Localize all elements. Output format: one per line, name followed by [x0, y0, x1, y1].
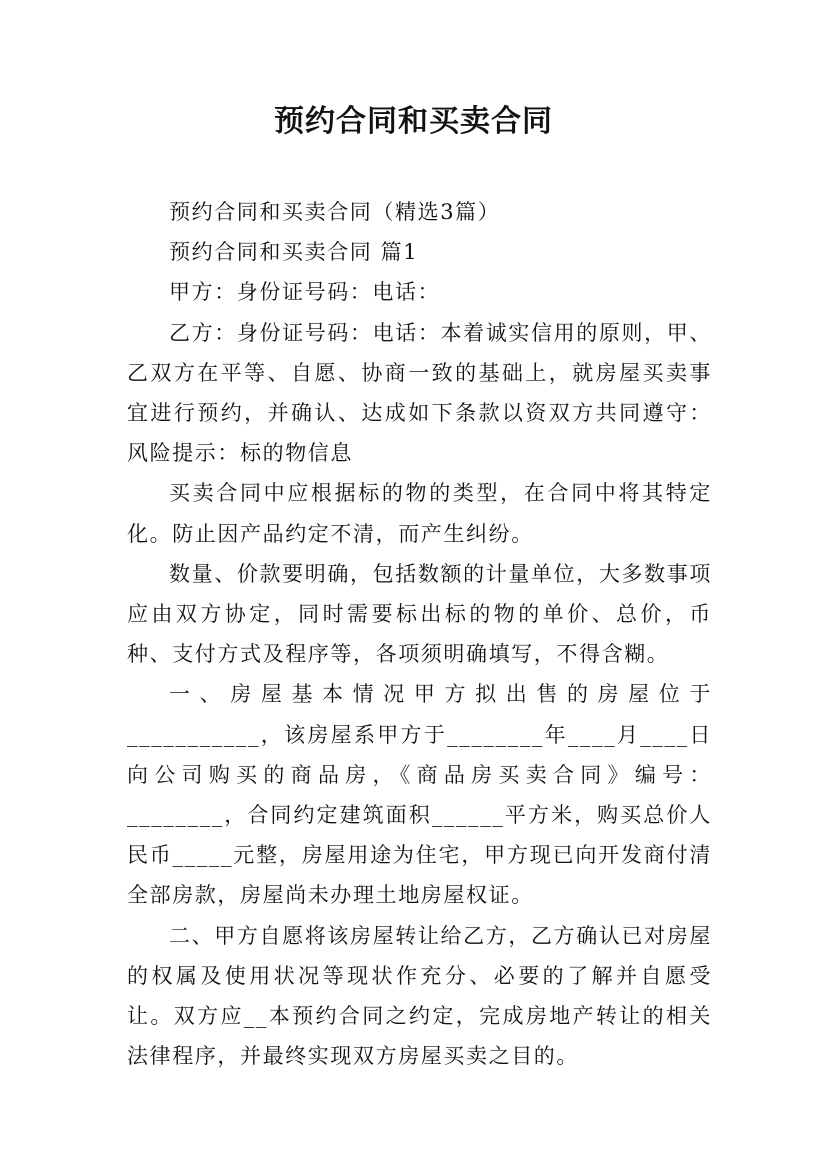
paragraph-quantity-price: 数量、价款要明确，包括数额的计量单位，大多数事项应由双方协定，同时需要标出标的物的单价、总价，币种、支付方式及程序等，各项须明确填写，不得含糊。	[127, 561, 712, 667]
paragraph-section-heading: 预约合同和买卖合同 篇1	[169, 240, 419, 265]
paragraph-subject-matter: 买卖合同中应根据标的物的类型，在合同中将其特定化。防止因产品约定不清，而产生纠纷。	[127, 481, 712, 546]
paragraph-party-b: 乙方：身份证号码：电话：本着诚实信用的原则，甲、乙双方在平等、自愿、协商一致的基础上，就房屋买卖事宜进行预约，并确认、达成如下条款以资双方共同遵守：风险提示：标的物信息	[127, 320, 712, 466]
paragraph-clause-2: 二、甲方自愿将该房屋转让给乙方，乙方确认已对房屋的权属及使用状况等现状作充分、必要的了解并自愿受让。双方应__本预约合同之约定，完成房地产转让的相关法律程序，并最终实现双方房屋买卖之目的。	[127, 923, 712, 1069]
paragraph-clause-1: 一、房屋基本情况甲方拟出售的房屋位于___________，该房屋系甲方于________年____月____日向公司购买的商品房，《商品房买卖合同》编号：________，合同约定建筑面积______平方米，购买总价人民币_____元整，房屋用途为住宅，甲方现已向开发商付清全部房款，房屋尚未办理土地房屋权证。	[127, 682, 712, 908]
paragraph-subtitle: 预约合同和买卖合同（精选3篇）	[169, 200, 501, 224]
document-body	[127, 192, 712, 1076]
paragraph-party-a: 甲方：身份证号码：电话：	[169, 280, 441, 305]
document-title: 预约合同和买卖合同	[274, 104, 553, 139]
